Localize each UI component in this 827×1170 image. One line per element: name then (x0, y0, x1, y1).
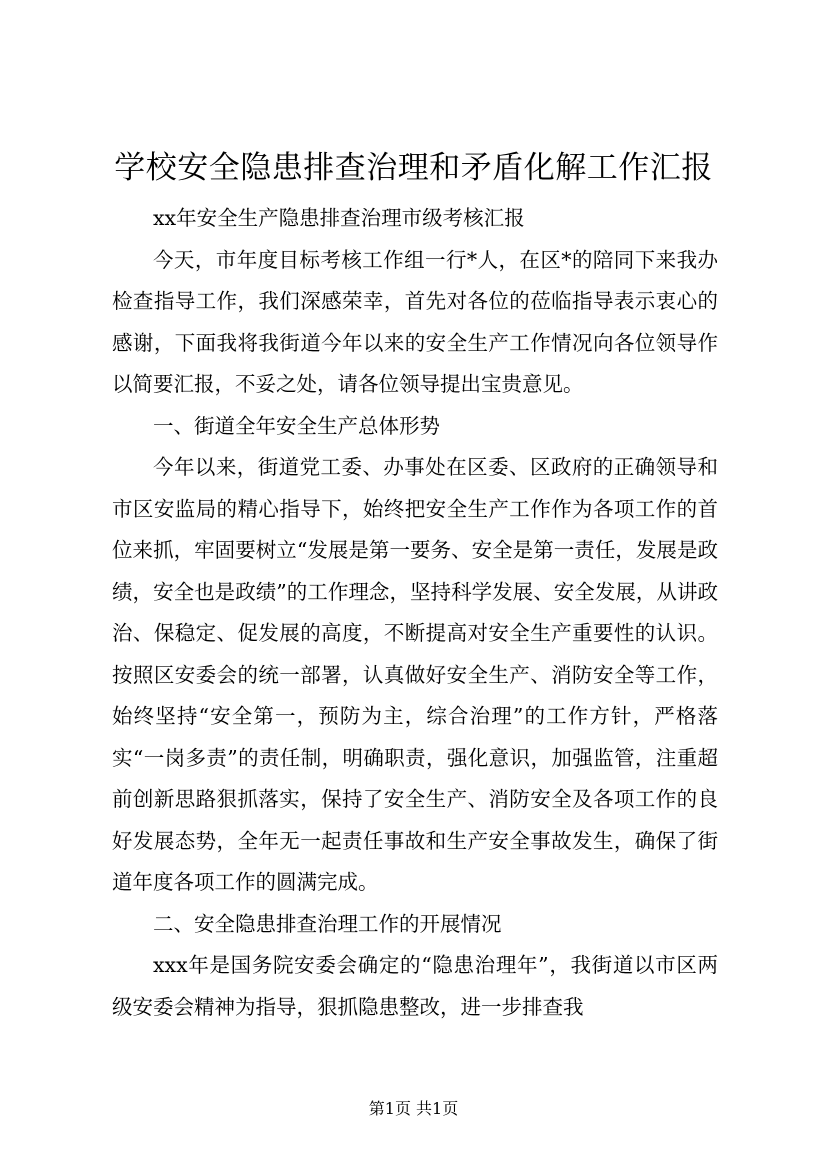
section-heading-2: 二、安全隐患排查治理工作的开展情况 (153, 911, 502, 936)
paragraph-intro: 今天，市年度目标考核工作组一行*人，在区*的陪同下来我办检查指导工作，我们深感荣幸，首先对各位的莅临指导表示衷心的感谢，下面我将我街道今年以来的安全生产工作情况向各位领导作以简要汇报，不妥之处，请各位领导提出宝贵意见。 (112, 247, 718, 396)
paragraph-section-1: 今年以来，街道党工委、办事处在区委、区政府的正确领导和市区安监局的精心指导下，始终把安全生产工作作为各项工作的首位来抓，牢固要树立“发展是第一要务、安全是第一责任，发展是政绩，安全也是政绩”的工作理念，坚持科学发展、安全发展，从讲政治、保稳定、促发展的高度，不断提高对安全生产重要性的认识。按照区安委会的统一部署，认真做好安全生产、消防安全等工作，始终坚持“安全第一，预防为主，综合治理”的工作方针，严格落实“一岗多责”的责任制，明确职责，强化意识，加强监管，注重超前创新思路狠抓落实，保持了安全生产、消防安全及各项工作的良好发展态势，全年无一起责任事故和生产安全事故发生，确保了街道年度各项工作的圆满完成。 (112, 455, 718, 894)
page-number-footer: 第1页 共1页 (368, 1099, 459, 1118)
paragraph-section-2: xxx年是国务院安委会确定的“隐患治理年”，我街道以市区两级安委会精神为指导，狠抓隐患整改，进一步排查我 (112, 953, 718, 1019)
paragraph-subtitle: xx年安全生产隐患排查治理市级考核汇报 (153, 206, 525, 230)
document-body (112, 198, 718, 1028)
document-title: 学校安全隐患排查治理和矛盾化解工作汇报 (114, 150, 713, 186)
section-heading-1: 一、街道全年安全生产总体形势 (153, 413, 440, 438)
